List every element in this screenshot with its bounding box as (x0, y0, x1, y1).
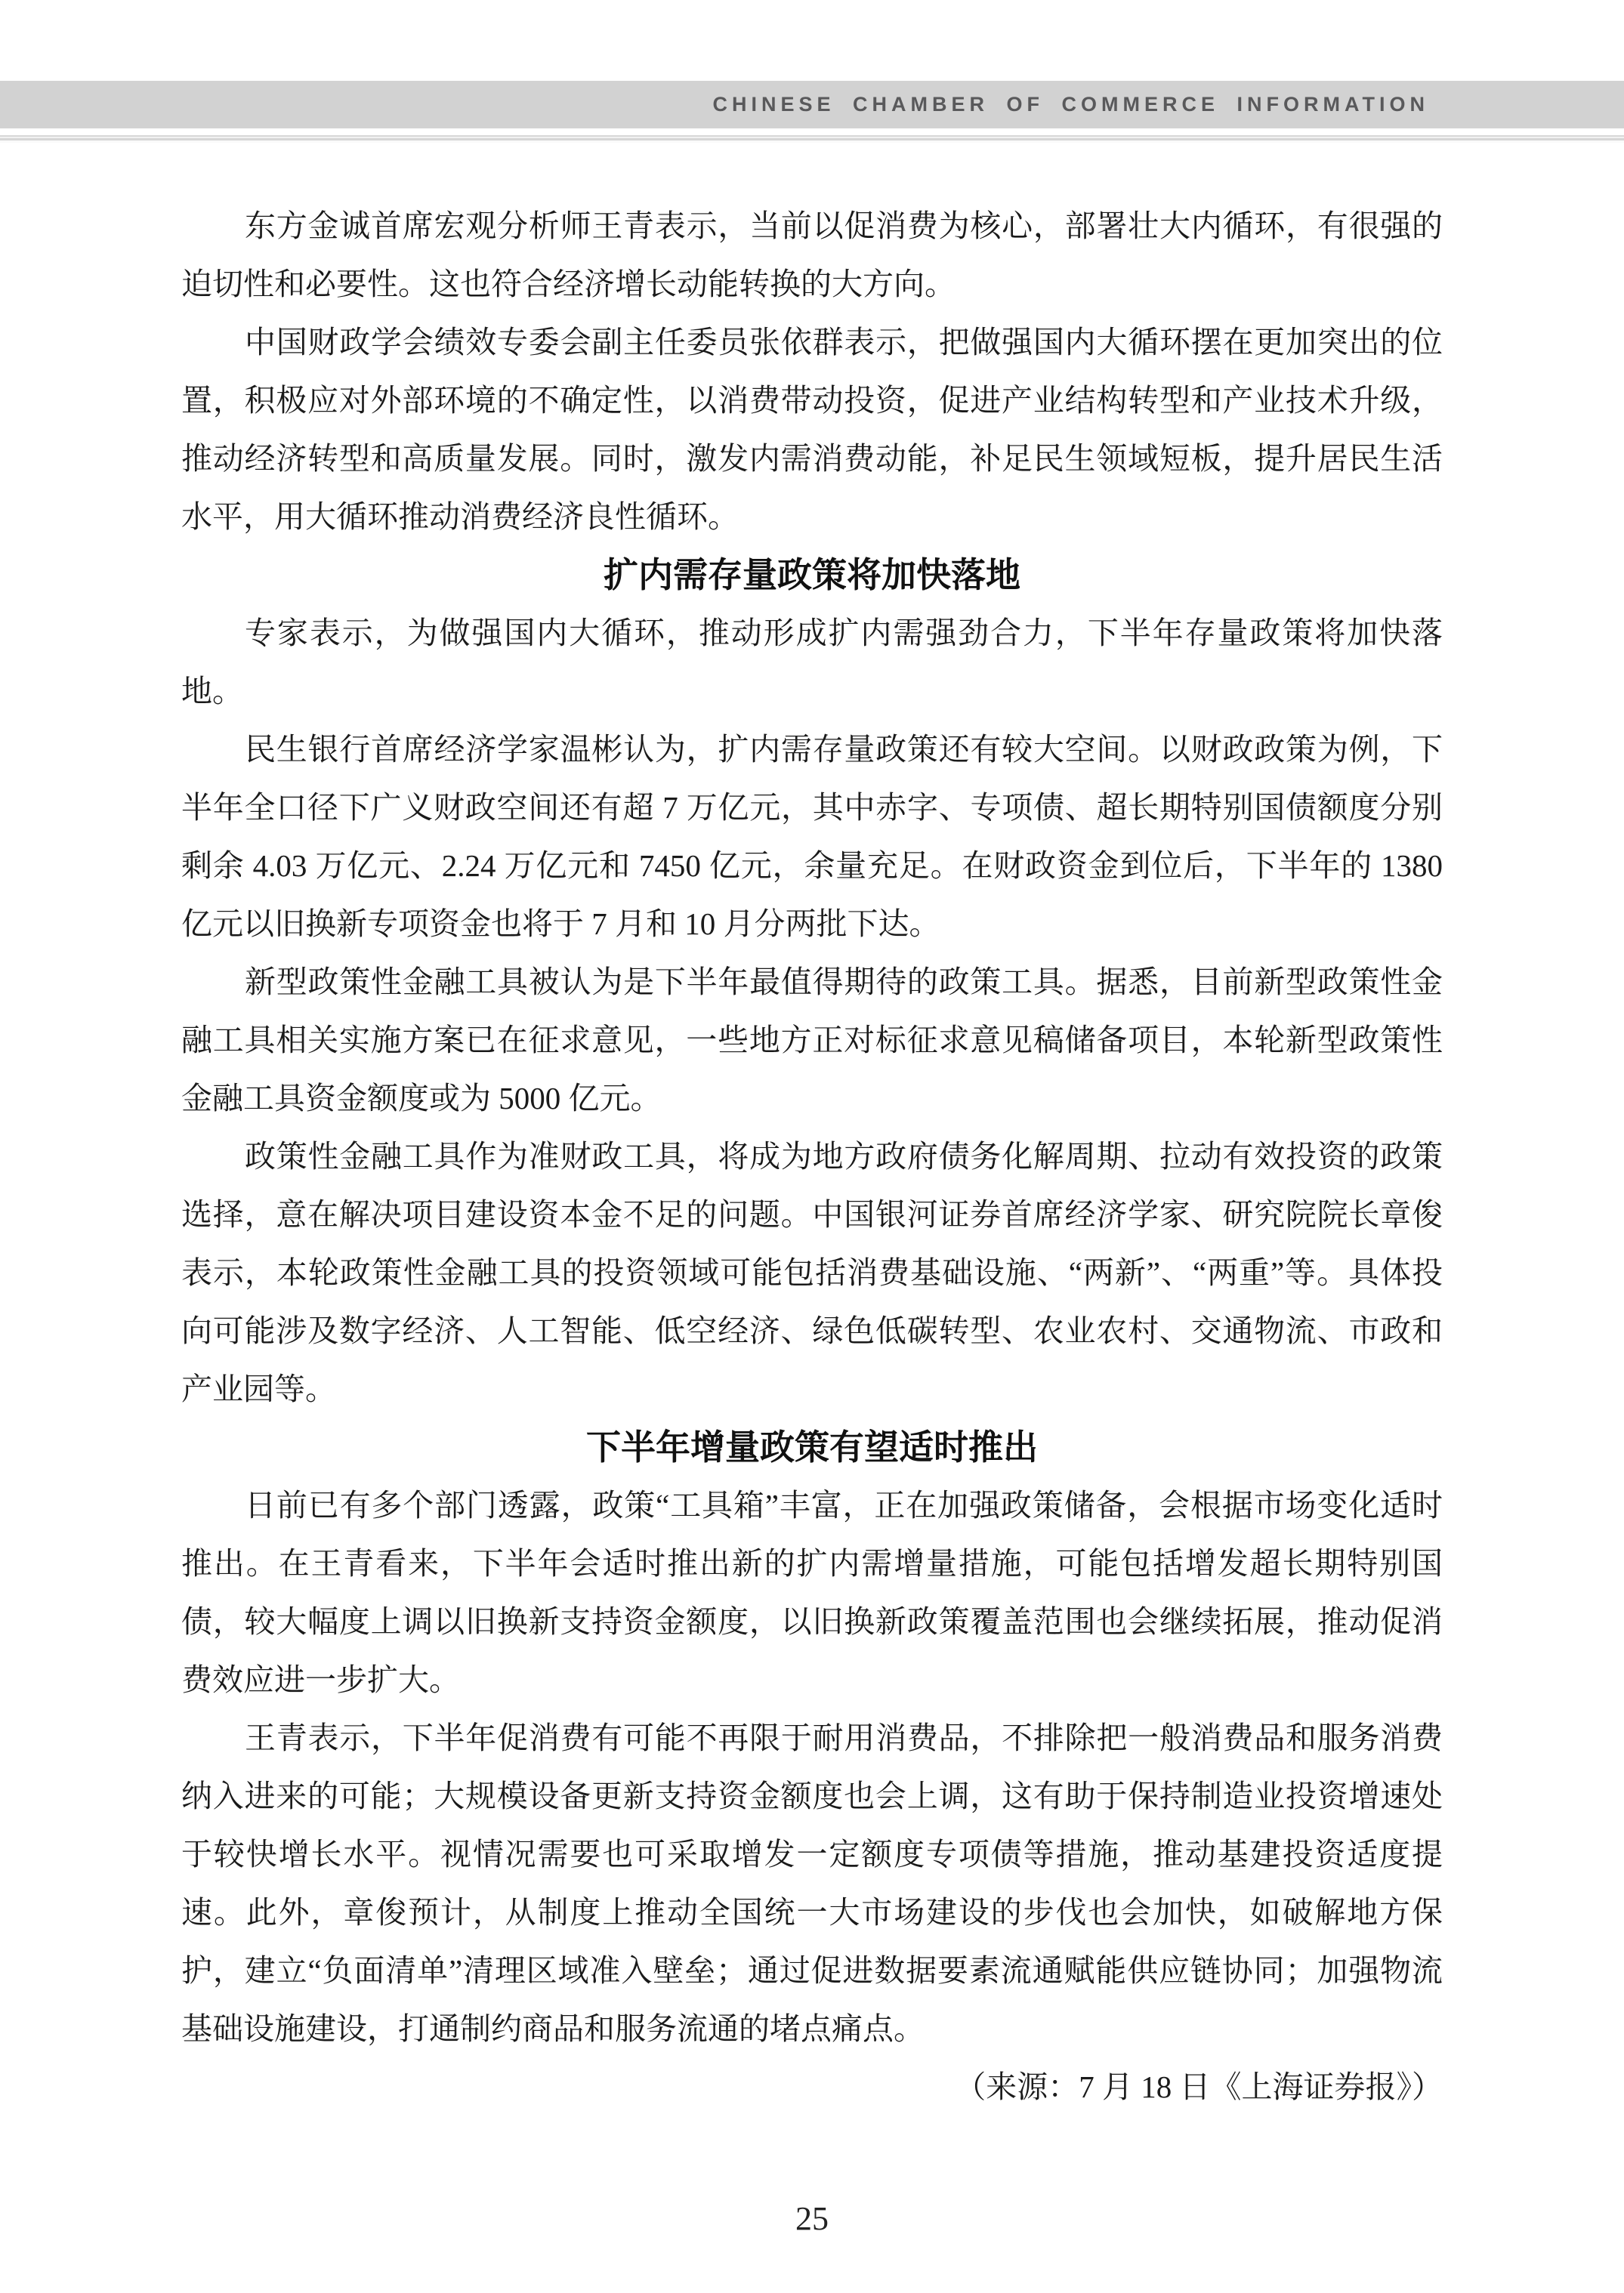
page-number: 25 (795, 2200, 829, 2237)
paragraph: 政策性金融工具作为准财政工具，将成为地方政府债务化解周期、拉动有效投资的政策选择，意在解决项目建设资本金不足的问题。中国银河证券首席经济学家、研究院院长章俊表示，本轮政策性金融工具的投资领域可能包括消费基础设施、“两新”、“两重”等。具体投向可能涉及数字经济、人工智能、低空经济、绿色低碳转型、农业农村、交通物流、市政和产业园等。 (181, 1139, 1443, 1406)
paragraph: 中国财政学会绩效专委会副主任委员张依群表示，把做强国内大循环摆在更加突出的位置，积极应对外部环境的不确定性，以消费带动投资，促进产业结构转型和产业技术升级，推动经济转型和高质量发展。同时，激发内需消费动能，补足民生领域短板，提升居民生活水平，用大循环推动消费经济良性循环。 (181, 325, 1443, 534)
header-band (0, 81, 1624, 128)
paragraph: 新型政策性金融工具被认为是下半年最值得期待的政策工具。据悉，目前新型政策性金融工具相关实施方案已在征求意见，一些地方正对标征求意见稿储备项目，本轮新型政策性金融工具资金额度或为 5000 亿元。 (181, 964, 1443, 1116)
header-divider-strip (0, 135, 1624, 143)
paragraph: 日前已有多个部门透露，政策“工具箱”丰富，正在加强政策储备，会根据市场变化适时推出。在王青看来，下半年会适时推出新的扩内需增量措施，可能包括增发超长期特别国债，较大幅度上调以旧换新支持资金额度，以旧换新政策覆盖范围也会继续拓展，推动促消费效应进一步扩大。 (181, 1488, 1443, 1697)
paragraph: 专家表示，为做强国内大循环，推动形成扩内需强劲合力，下半年存量政策将加快落地。 (181, 616, 1443, 708)
paragraph: 民生银行首席经济学家温彬认为，扩内需存量政策还有较大空间。以财政政策为例，下半年全口径下广义财政空间还有超 7 万亿元，其中赤字、专项债、超长期特别国债额度分别剩余 4.03 万亿元、2.24 万亿元和 7450 亿元，余量充足。在财政资金到位后，下半年的 1380 亿元以旧换新专项资金也将于 7 月和 10 月分两批下达。 (181, 732, 1443, 941)
paragraph: 东方金诚首席宏观分析师王青表示，当前以促消费为核心，部署壮大内循环，有很强的迫切性和必要性。这也符合经济增长动能转换的大方向。 (181, 208, 1443, 301)
section-heading-stock-policy: 扩内需存量政策将加快落地 (604, 554, 1020, 595)
paragraph: 王青表示，下半年促消费有可能不再限于耐用消费品，不排除把一般消费品和服务消费纳入进来的可能；大规模设备更新支持资金额度也会上调，这有助于保持制造业投资增速处于较快增长水平。视情况需要也可采取增发一定额度专项债等措施，推动基建投资适度提速。此外，章俊预计，从制度上推动全国统一大市场建设的步伐也会加快，如破解地方保护，建立“负面清单”清理区域准入壁垒；通过促进数据要素流通赋能供应链协同；加强物流基础设施建设，打通制约商品和服务流通的堵点痛点。 (181, 1721, 1443, 2046)
section-heading-incremental-policy: 下半年增量政策有望适时推出 (586, 1427, 1038, 1467)
article-body (181, 197, 1443, 2116)
source-attribution: （来源：7 月 18 日《上海证券报》） (955, 2069, 1443, 2104)
header-banner-text: CHINESE CHAMBER OF COMMERCE INFORMATION (712, 93, 1429, 116)
